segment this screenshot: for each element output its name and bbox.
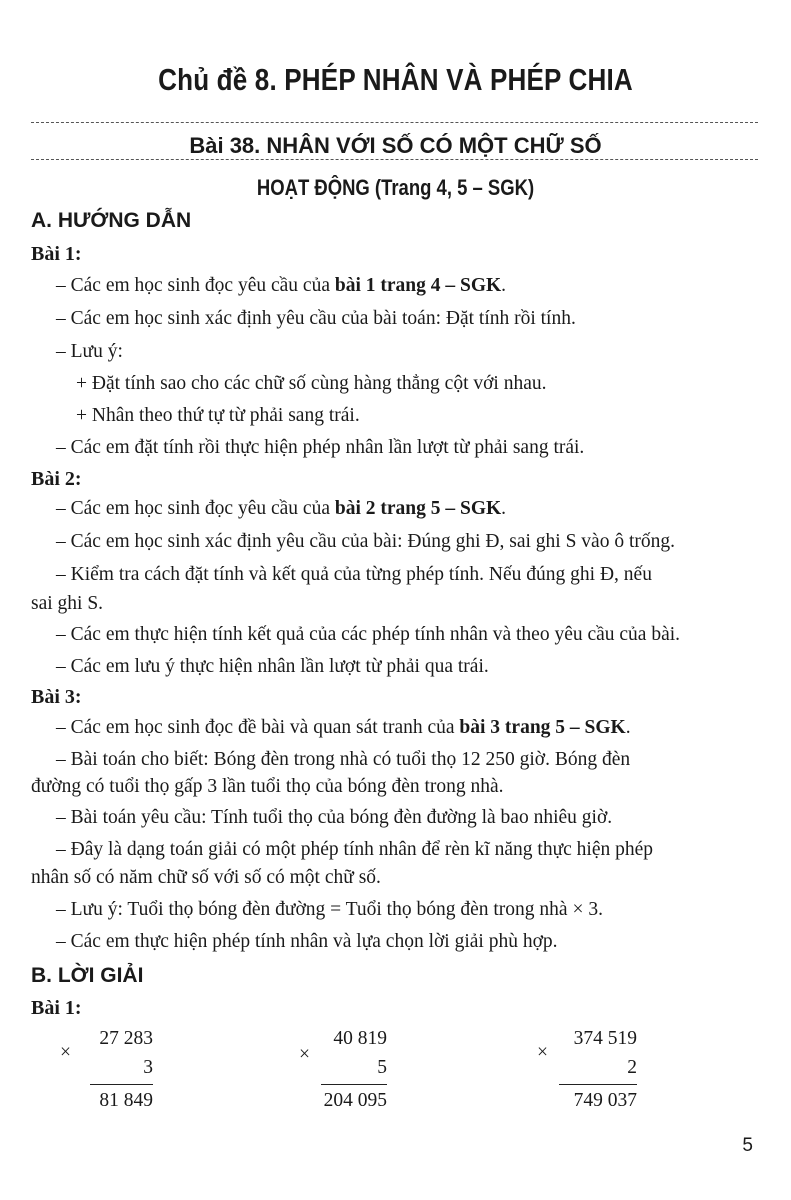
multiplier: 5 bbox=[377, 1057, 387, 1078]
bai3-line1: – Các em học sinh đọc đề bài và quan sát tranh của bài 3 trang 5 – SGK. bbox=[56, 717, 631, 738]
times-sign: × bbox=[60, 1042, 71, 1063]
lesson-title: Bài 38. NHÂN VỚI SỐ CÓ MỘT CHỮ SỐ bbox=[189, 133, 602, 158]
multiplication-3 bbox=[537, 1028, 637, 1118]
bai3-line4a: – Đây là dạng toán giải có một phép tính nhân để rèn kĩ năng thực hiện phép bbox=[56, 839, 654, 860]
bai1-line2: – Các em học sinh xác định yêu cầu của bài toán: Đặt tính rồi tính. bbox=[56, 308, 576, 329]
bai1-line6: – Các em đặt tính rồi thực hiện phép nhân lần lượt từ phải sang trái. bbox=[56, 437, 585, 458]
multiplier: 2 bbox=[627, 1057, 637, 1078]
multiplicand: 27 283 bbox=[99, 1028, 153, 1049]
page-number: 5 bbox=[742, 1135, 753, 1156]
times-sign: × bbox=[537, 1042, 548, 1063]
result-line bbox=[559, 1084, 637, 1085]
multiplicand: 40 819 bbox=[333, 1028, 387, 1049]
bai2-label: Bài 2: bbox=[31, 468, 82, 490]
bai3-line6: – Các em thực hiện phép tính nhân và lựa chọn lời giải phù hợp. bbox=[56, 931, 558, 952]
bai1-line1: – Các em học sinh đọc yêu cầu của bài 1 trang 4 – SGK. bbox=[56, 275, 507, 296]
bai2-line5: – Các em lưu ý thực hiện nhân lần lượt từ phải qua trái. bbox=[56, 656, 489, 677]
section-a-heading: A. HƯỚNG DẪN bbox=[31, 209, 192, 232]
bai2-line2: – Các em học sinh xác định yêu cầu của bài: Đúng ghi Đ, sai ghi S vào ô trống. bbox=[56, 531, 675, 552]
times-sign: × bbox=[299, 1044, 310, 1065]
divider bbox=[31, 122, 758, 123]
multiplier: 3 bbox=[143, 1057, 153, 1078]
multiplication-1 bbox=[60, 1028, 153, 1118]
multiplicand: 374 519 bbox=[573, 1028, 637, 1049]
bai1-line4: + Đặt tính sao cho các chữ số cùng hàng thẳng cột với nhau. bbox=[76, 373, 547, 394]
bai3-line4b: nhân số có năm chữ số với số có một chữ số. bbox=[31, 867, 381, 888]
divider bbox=[31, 159, 758, 160]
bai3-line2b: đường có tuổi thọ gấp 3 lần tuổi thọ của bóng đèn trong nhà. bbox=[31, 776, 504, 797]
result-line bbox=[321, 1084, 387, 1085]
result-line bbox=[90, 1084, 153, 1085]
bai3-line2a: – Bài toán cho biết: Bóng đèn trong nhà có tuổi thọ 12 250 giờ. Bóng đèn bbox=[56, 749, 631, 770]
product: 81 849 bbox=[99, 1090, 153, 1111]
product: 204 095 bbox=[323, 1090, 387, 1111]
bai3-line5: – Lưu ý: Tuổi thọ bóng đèn đường = Tuổi thọ bóng đèn trong nhà × 3. bbox=[56, 899, 603, 920]
bai3-label: Bài 3: bbox=[31, 686, 82, 708]
solution-bai1-label: Bài 1: bbox=[31, 997, 82, 1019]
bai2-line3a: – Kiểm tra cách đặt tính và kết quả của từng phép tính. Nếu đúng ghi Đ, nếu bbox=[56, 564, 652, 585]
bai1-line3: – Lưu ý: bbox=[56, 341, 123, 362]
bai2-line3b: sai ghi S. bbox=[31, 593, 104, 614]
bai1-line5: + Nhân theo thứ tự từ phải sang trái. bbox=[76, 405, 360, 426]
product: 749 037 bbox=[573, 1090, 637, 1111]
multiplication-2 bbox=[299, 1028, 387, 1118]
bai3-line3: – Bài toán yêu cầu: Tính tuổi thọ của bóng đèn đường là bao nhiêu giờ. bbox=[56, 807, 613, 828]
bai2-line1: – Các em học sinh đọc yêu cầu của bài 2 trang 5 – SGK. bbox=[56, 498, 507, 519]
bai1-label: Bài 1: bbox=[31, 243, 82, 265]
section-b-heading: B. LỜI GIẢI bbox=[31, 964, 144, 987]
activity-title: HOẠT ĐỘNG (Trang 4, 5 – SGK) bbox=[256, 175, 535, 200]
chapter-title: Chủ đề 8. PHÉP NHÂN VÀ PHÉP CHIA bbox=[158, 62, 633, 97]
bai2-line4: – Các em thực hiện tính kết quả của các phép tính nhân và theo yêu cầu của bài. bbox=[56, 624, 681, 645]
